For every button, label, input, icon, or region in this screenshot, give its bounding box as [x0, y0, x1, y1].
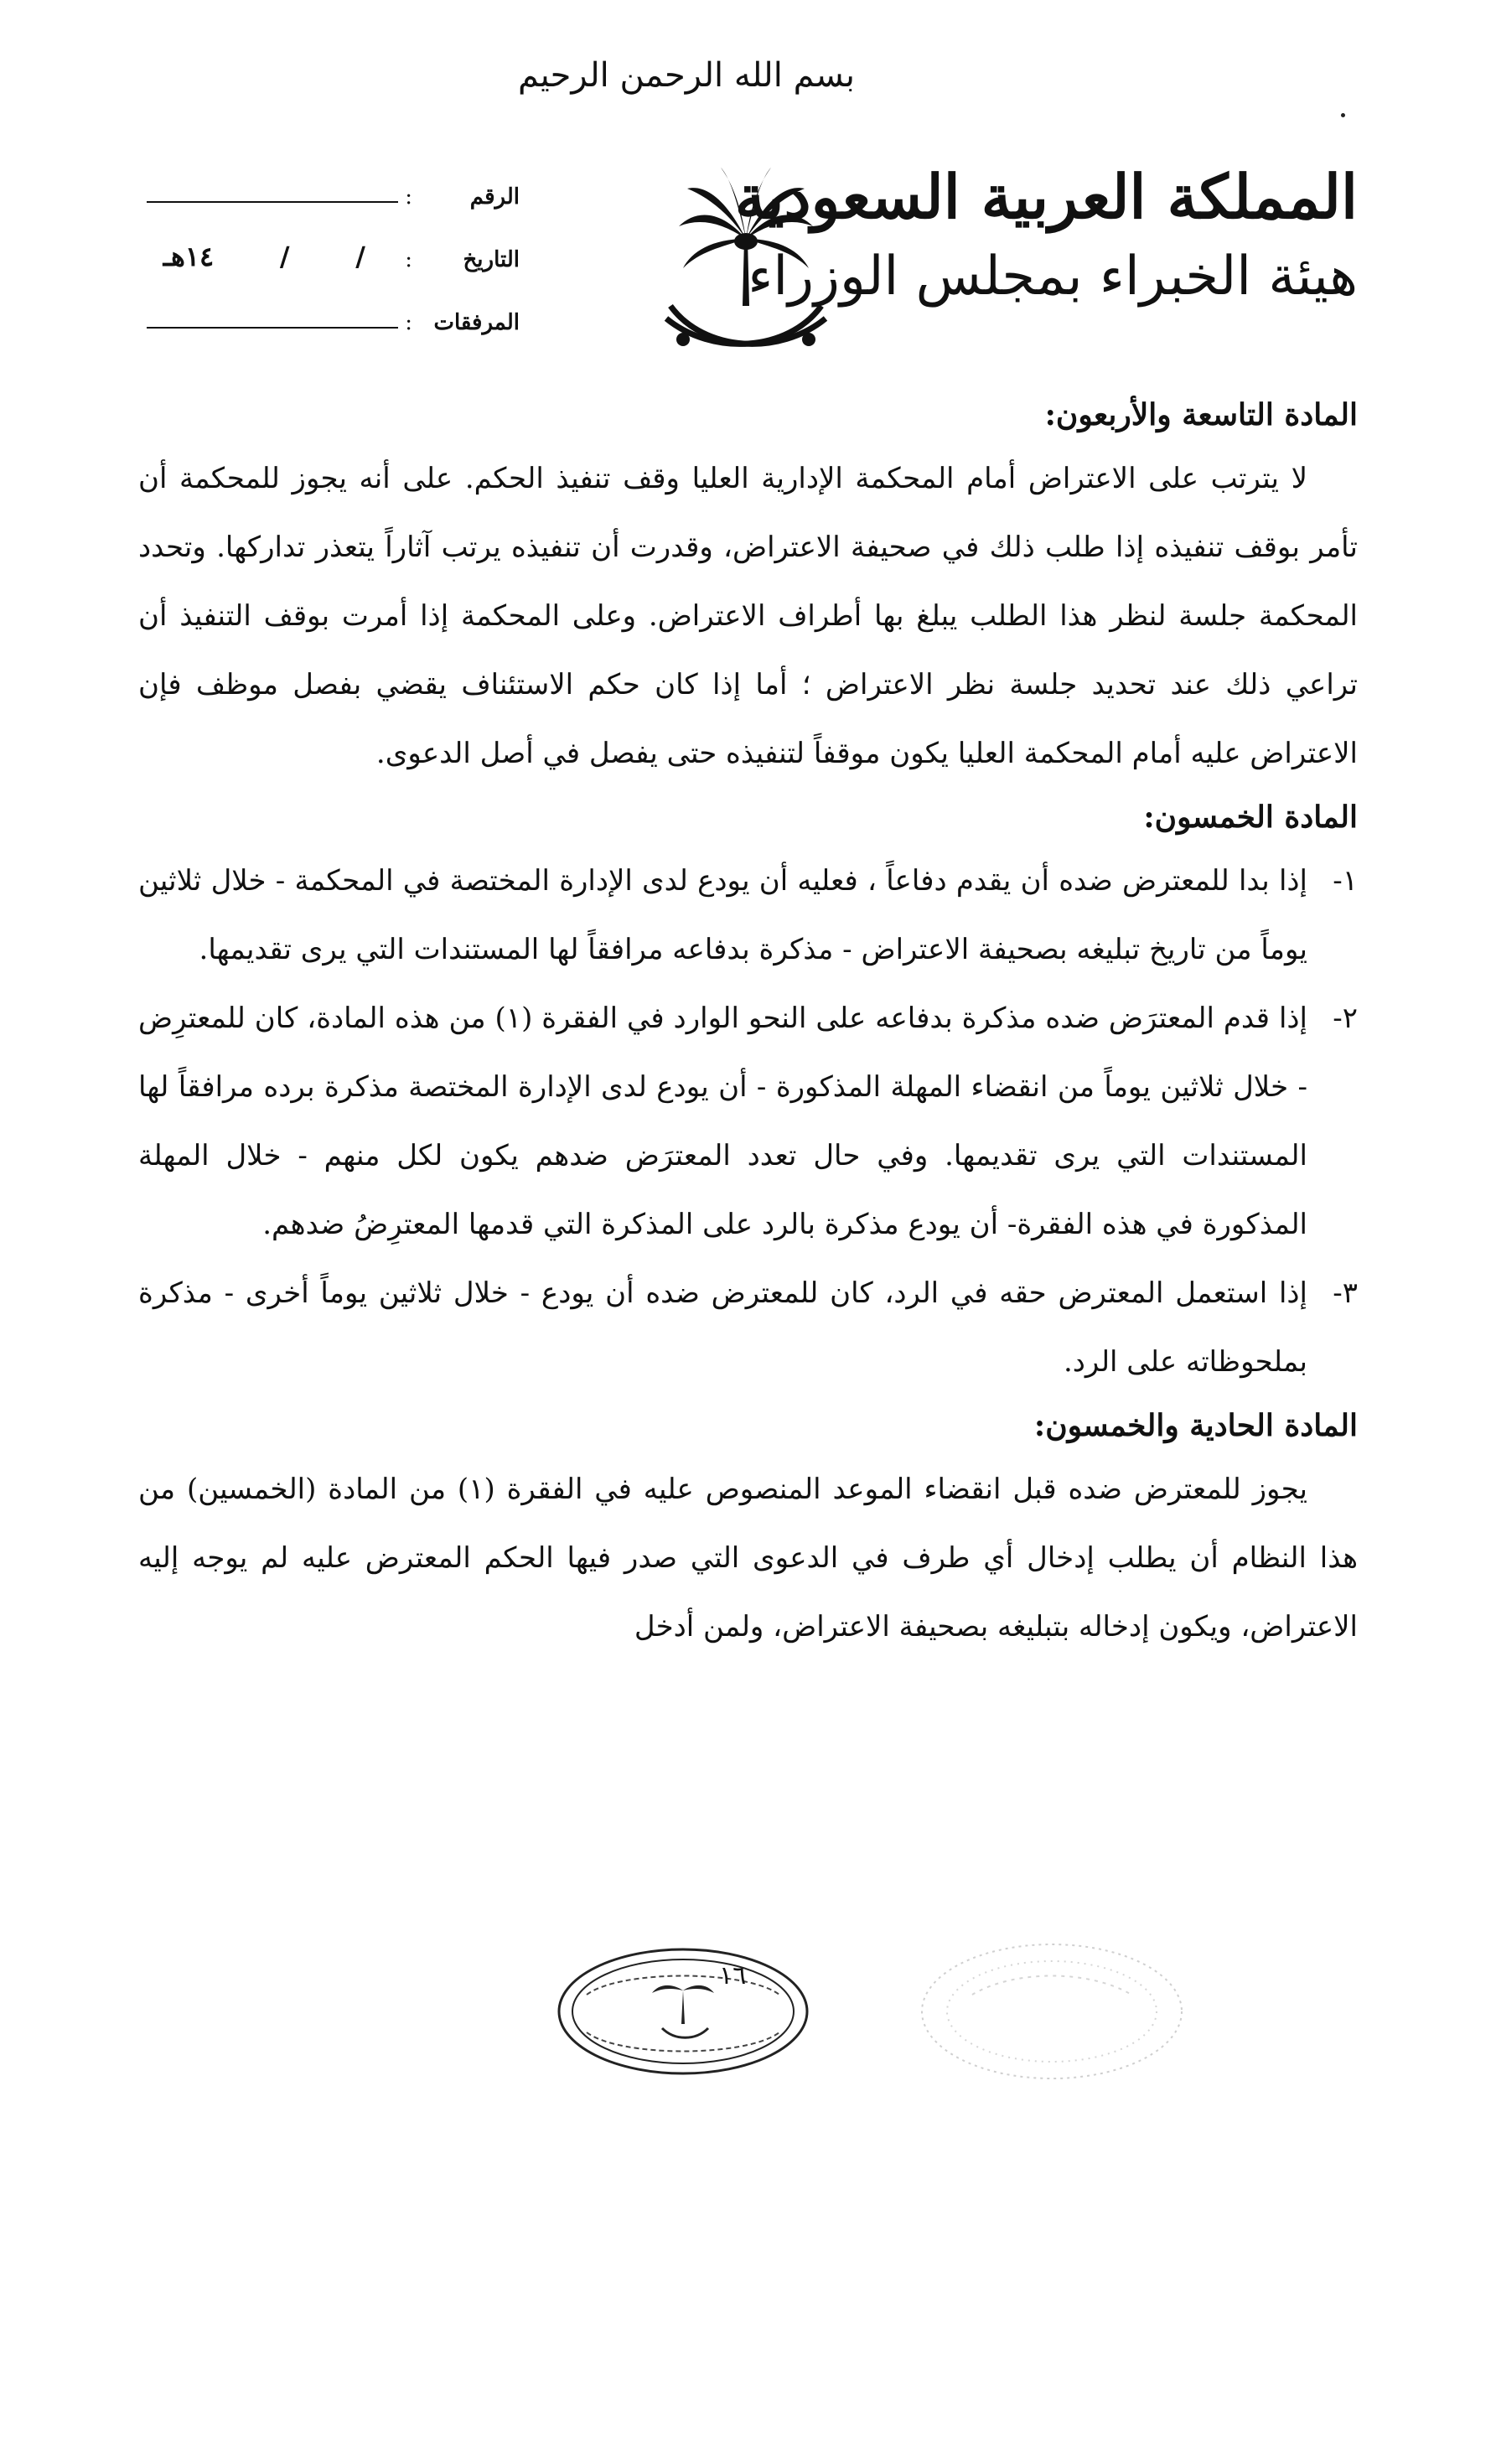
document-body	[138, 386, 1358, 1661]
article-50-item-3	[138, 1259, 1358, 1396]
item-number: ١-	[1333, 864, 1358, 898]
attachments-row: المرفقات :	[101, 272, 520, 335]
organization-name	[734, 155, 1358, 314]
article-51-paragraph: يجوز للمعترض ضده قبل انقضاء الموعد المنصوص عليه في الفقرة (١) من المادة (الخمسين) من هذا النظام أن يطلب إدخال أي طرف في الدعوى التي صدر فيها الحكم المعترض عليه لم يوجه إليه الاعتراض، ويكون إدخاله بتبليغه بصحيفة الاعتراض، ولمن أدخل	[138, 1473, 1358, 1644]
org-line-2: هيئة الخبراء بمجلس الوزراء	[748, 246, 1358, 308]
scan-dot	[1341, 113, 1345, 117]
date-sep-2: /	[279, 241, 290, 272]
org-line-1: المملكة العربية السعودية	[734, 161, 1358, 232]
article-49-title: المادة التاسعة والأربعون:	[1044, 397, 1358, 432]
date-sep-1: /	[355, 241, 365, 272]
article-50-title: المادة الخمسون:	[1143, 800, 1358, 835]
page-number: ١٦	[719, 1961, 747, 1990]
item-text: إذا استعمل المعترض حقه في الرد، كان للمعترض ضده أن يودع - خلال ثلاثين يوماً أخرى - مذكرة بملحوظاته على الرد.	[138, 1276, 1307, 1379]
official-stamp-icon	[553, 1944, 813, 2078]
date-row: التاريخ : / / ١٤هـ	[101, 210, 520, 272]
item-text: إذا بدا للمعترض ضده أن يقدم دفاعاً ، فعليه أن يودع لدى الإدارة المختصة في المحكمة - خلال ثلاثين يوماً من تاريخ تبليغه بصحيفة الاعتراض - مذكرة بدفاعه مرافقاً لها المستندات التي يرى تقديمها.	[138, 864, 1307, 966]
date-year: ١٤هـ	[163, 241, 215, 272]
item-text: إذا قدم المعترَض ضده مذكرة بدفاعه على النحو الوارد في الفقرة (١) من هذه المادة، كان للمعترِض - خلال ثلاثين يوماً من انقضاء المهلة المذكورة - أن يودع لدى الإدارة المختصة مذكرة برده مرافقاً لها المستندات التي يرى تقديمها. وفي حال تعدد المعترَض ضدهم يكون لكل منهم - خلال المهلة المذكورة في هذه الفقرة- أن يودع مذكرة بالرد على المذكرة التي قدمها المعترِضُ ضدهم.	[138, 1002, 1307, 1241]
item-number: ٣-	[1333, 1276, 1358, 1310]
ref-line	[147, 201, 398, 203]
basmala: بسم الله الرحمن الرحيم	[517, 56, 855, 95]
item-number: ٢-	[1333, 1002, 1358, 1035]
attachments-label: المرفقات	[433, 310, 520, 335]
article-51-title: المادة الحادية والخمسون:	[1033, 1408, 1358, 1443]
article-49-paragraph: لا يترتب على الاعتراض أمام المحكمة الإدارية العليا وقف تنفيذ الحكم. على أنه يجوز للمحكمة أن تأمر بوقف تنفيذه إذا طلب ذلك في صحيفة الاعتراض، وقدرت أن تنفيذه يرتب آثاراً يتعذر تداركها. وتحدد المحكمة جلسة لنظر هذا الطلب يبلغ بها أطراف الاعتراض. وعلى المحكمة إذا أمرت بوقف التنفيذ أن تراعي ذلك عند تحديد جلسة نظر الاعتراض ؛ أما إذا كان حكم الاستئناف يقضي بفصل موظف فإن الاعتراض عليه أمام المحكمة العليا يكون موقفاً لتنفيذه حتى يفصل في أصل الدعوى.	[138, 462, 1358, 770]
date-value	[130, 241, 398, 272]
ref-row: الرقم :	[101, 147, 520, 210]
attachments-line	[147, 327, 398, 329]
faint-stamp-icon	[914, 1936, 1190, 2087]
date-label: التاريخ	[463, 247, 520, 272]
document-meta	[101, 147, 520, 335]
article-50-item-2	[138, 984, 1358, 1259]
ref-label: الرقم	[469, 184, 520, 210]
article-50-item-1	[138, 846, 1358, 984]
